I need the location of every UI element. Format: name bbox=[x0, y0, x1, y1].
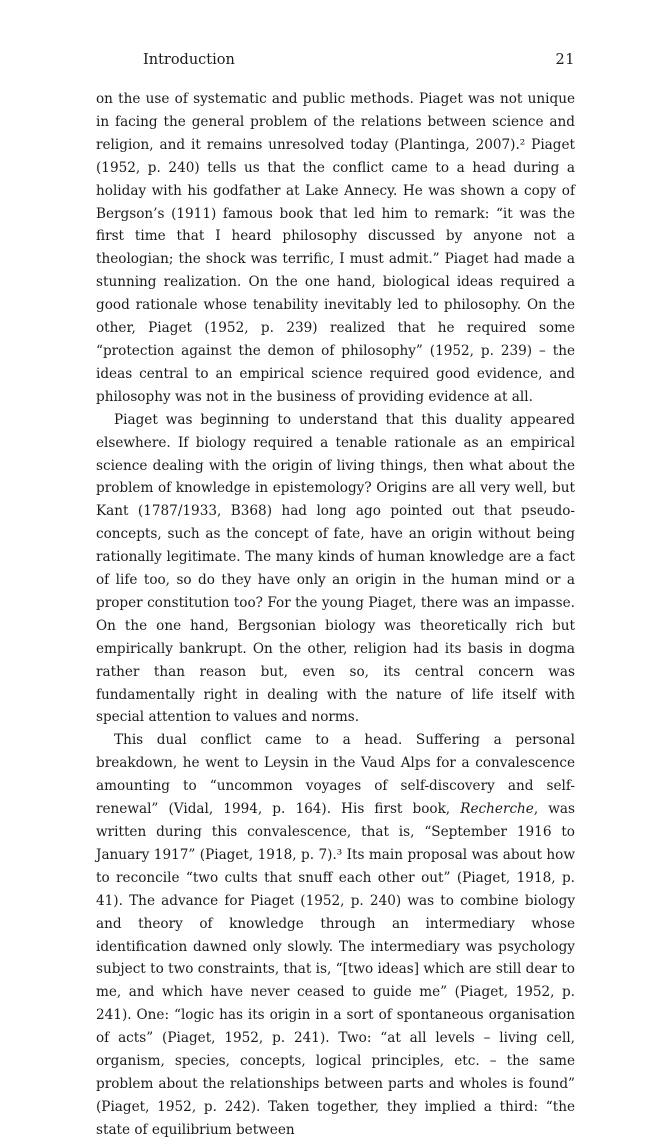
page-number: 21 bbox=[555, 52, 575, 68]
book-title-recherche: Recherche bbox=[460, 801, 534, 818]
paragraph-1: on the use of systematic and public methods. Piaget was not unique in facing the general problem of the relations between science and religion, and it remains unresolved today (Plantinga, 2007).² Piaget (1952, p. 240) tells us that the conflict came to a head during a holiday with his godfather at Lake Annecy. He was shown a copy of Bergson’s (1911) famous book that led him to remark: “it was the first time that I heard philosophy discussed by anyone not a theologian; the shock was terrific, I must admit.” Piaget had made a stunning realization. On the one hand, biological ideas required a good rationale whose tenability inevitably led to philosophy. On the other, Piaget (1952, p. 239) realized that he required some “protection against the demon of philosophy” (1952, p. 239) – the ideas central to an empirical science required good evidence, and philosophy was not in the business of providing evidence at all. bbox=[96, 91, 575, 405]
paragraph-3-text-a: This dual conflict came to a head. Suffering a personal breakdown, he went to Leysin in the Vaud Alps for a convalescence amounting to “uncommon voyages of self-discovery and self-renewal” (Vidal, 1994, p. 164). His first book, bbox=[96, 732, 575, 818]
paragraph-3 bbox=[96, 729, 575, 1141]
running-head bbox=[96, 52, 575, 72]
chapter-title: Introduction bbox=[143, 52, 235, 68]
paragraph-2: Piaget was beginning to understand that this duality appeared elsewhere. If biology required a tenable rationale as an empirical science dealing with the origin of living things, then what about the problem of knowledge in epistemology? Origins are all very well, but Kant (1787/1933, B368) had long ago pointed out that pseudo-concepts, such as the concept of fate, have an origin without being rationally legitimate. The many kinds of human knowledge are a fact of life too, so do they have only an origin in the human mind or a proper constitution too? For the young Piaget, there was an impasse. On the one hand, Bergsonian biology was theoretically rich but empirically bankrupt. On the other, religion had its basis in dogma rather than reason but, even so, its central concern was fundamentally right in dealing with the nature of life itself with special attention to values and norms. bbox=[96, 411, 575, 726]
paragraph-3-text-b: , was written during this convalescence, that is, “September 1916 to January 1917” (Piaget, 1918, p. 7).³ Its main proposal was about how to reconcile “two cults that snuff each other out” (Piaget, 1918, p. 41). The advance for Piaget (1952, p. 240) was to combine biology and theory of knowledge through an intermediary whose identification dawned only slowly. The intermediary was psychology subject to two constraints, that is, “[two ideas] which are still dear to me, and which have never ceased to guide me” (Piaget, 1952, p. 241). One: “logic has its origin in a sort of spontaneous organisation of acts” (Piaget, 1952, p. 241). Two: “at all levels – living cell, organism, species, concepts, logical principles, etc. – the same problem about the relationships between parts and wholes is found” (Piaget, 1952, p. 242). Taken together, they implied a third: “the state of equilibrium between bbox=[96, 801, 576, 1138]
body-text bbox=[96, 88, 575, 1142]
